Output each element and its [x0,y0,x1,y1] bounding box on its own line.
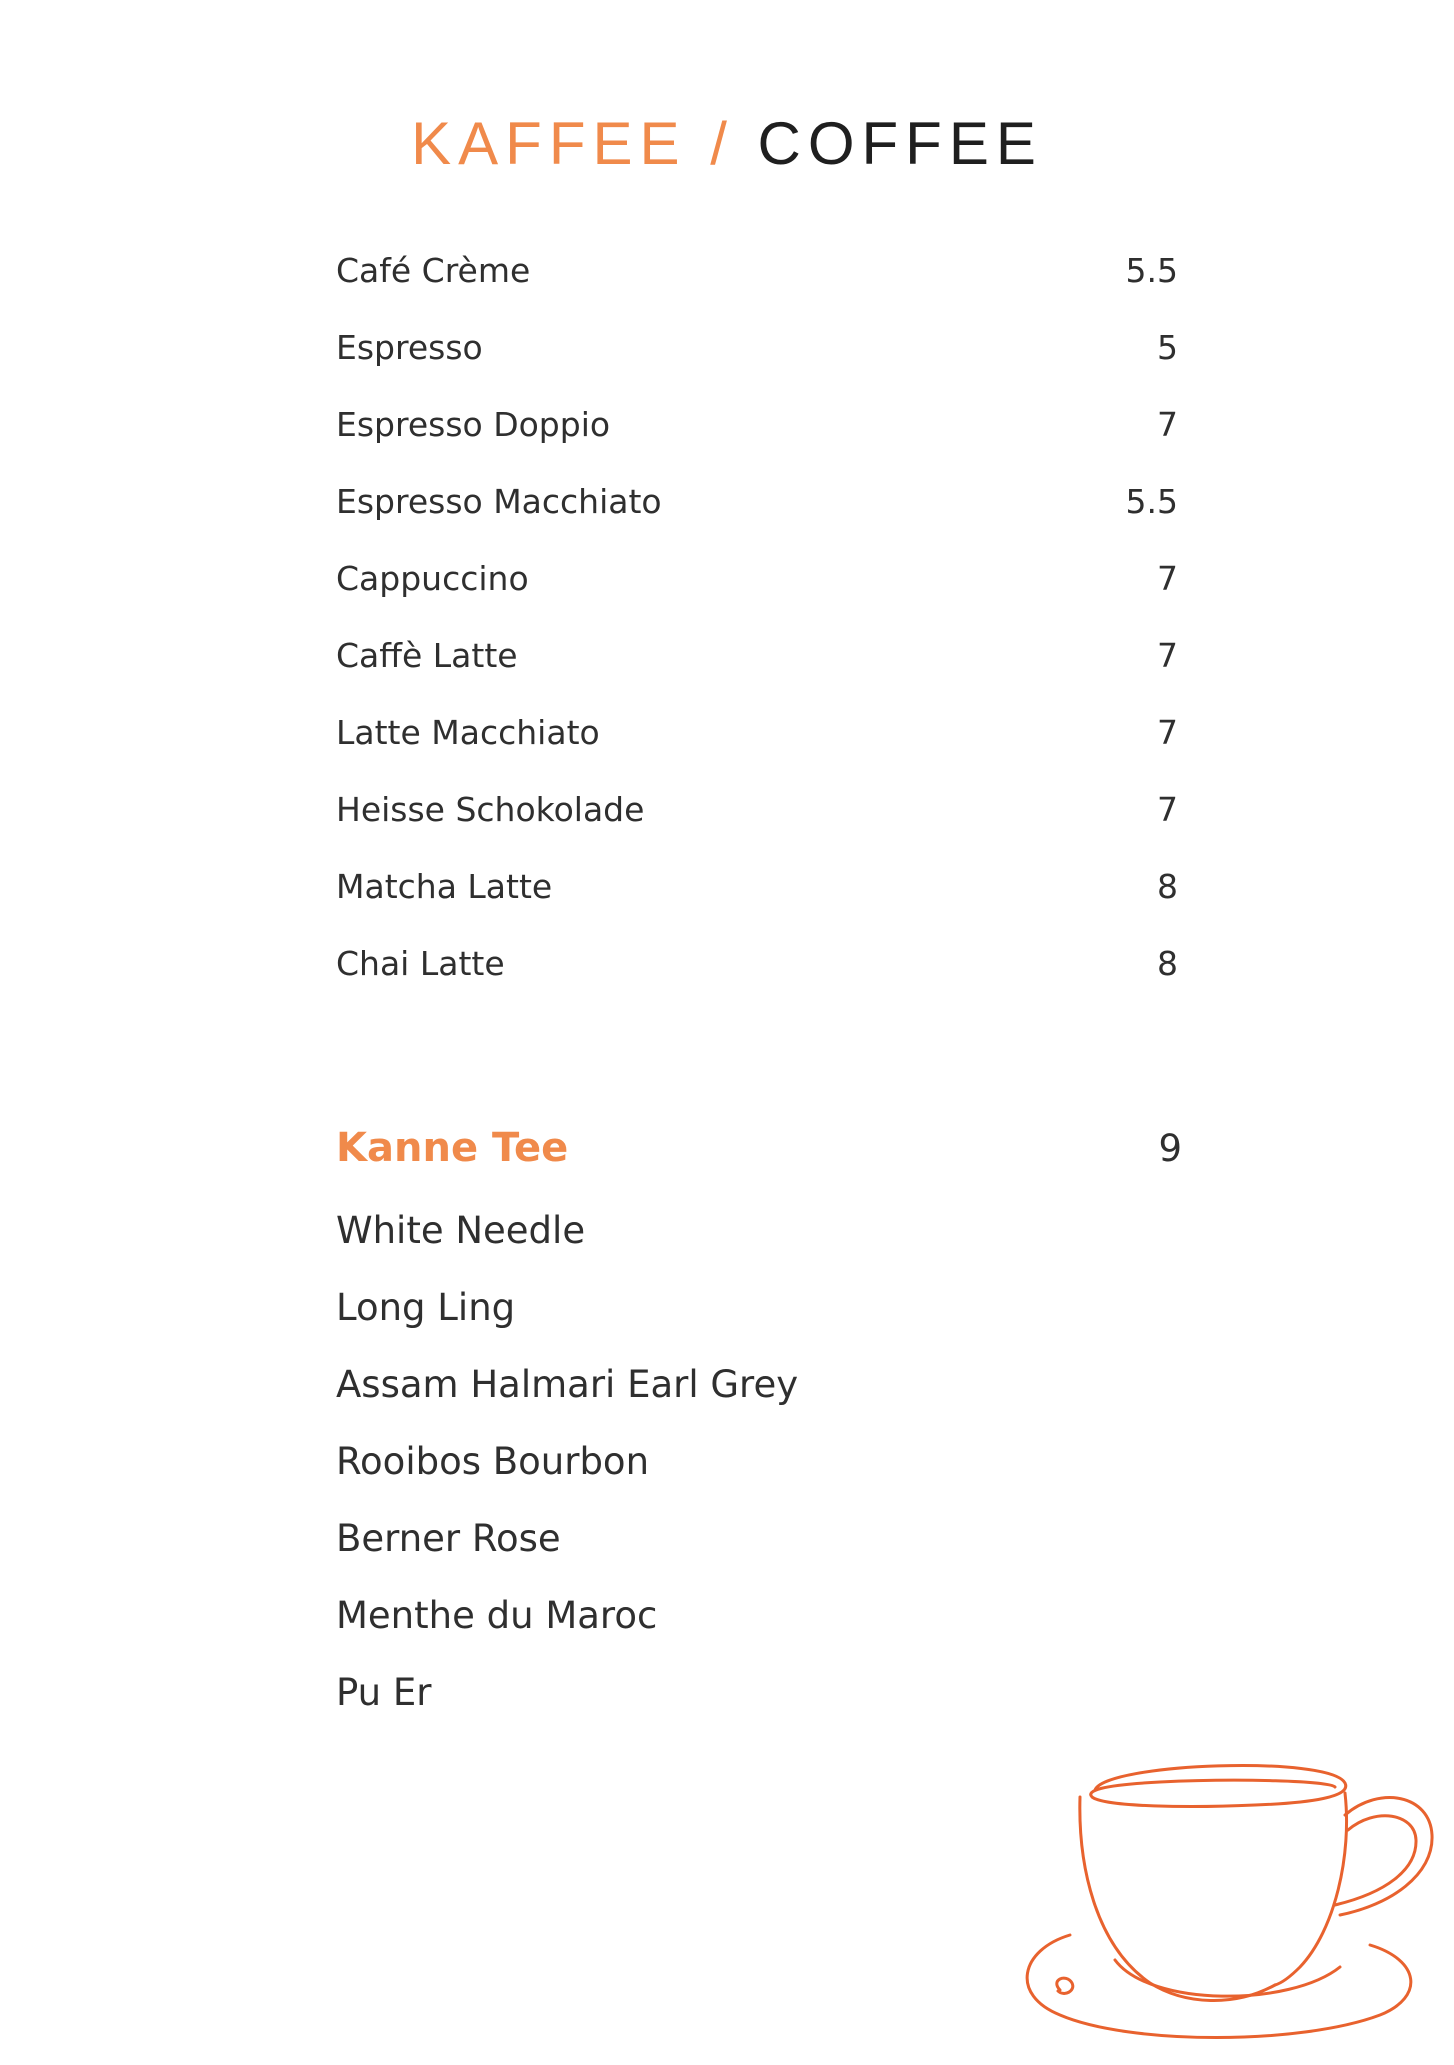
menu-item-price: 5.5 [1125,482,1178,521]
tea-section-price: 9 [1158,1126,1182,1170]
menu-item-name: Heisse Schokolade [336,790,645,829]
menu-item-price: 5 [1157,328,1178,367]
menu-item-name: Café Crème [336,251,531,290]
tea-section-header [336,1118,1182,1178]
tea-item: White Needle [336,1209,586,1252]
coffee-menu-list [336,232,1178,1002]
tea-item: Pu Er [336,1671,432,1714]
tea-section-title: Kanne Tee [336,1125,569,1171]
tea-item: Rooibos Bourbon [336,1440,650,1483]
menu-item [336,694,1178,771]
page-title [0,108,1454,180]
menu-item-name: Espresso [336,328,483,367]
tea-item: Assam Halmari Earl Grey [336,1363,799,1406]
menu-item-price: 7 [1157,559,1178,598]
menu-item [336,925,1178,1002]
menu-item [336,617,1178,694]
menu-item [336,771,1178,848]
tea-item: Long Ling [336,1286,516,1329]
menu-item [336,386,1178,463]
menu-item [336,309,1178,386]
menu-item [336,232,1178,309]
menu-item-name: Latte Macchiato [336,713,600,752]
menu-item-name: Caffè Latte [336,636,518,675]
menu-item-price: 7 [1157,790,1178,829]
menu-item-price: 7 [1157,636,1178,675]
menu-item-name: Cappuccino [336,559,529,598]
coffee-cup-icon [1000,1745,1454,2065]
menu-item-name: Espresso Macchiato [336,482,662,521]
menu-item [336,540,1178,617]
menu-item-name: Matcha Latte [336,867,553,906]
menu-item [336,463,1178,540]
tea-item: Berner Rose [336,1517,561,1560]
menu-item-price: 5.5 [1125,251,1178,290]
tea-menu-list [336,1192,1182,1731]
title-german: KAFFEE [411,110,687,177]
menu-item-name: Espresso Doppio [336,405,611,444]
menu-item-name: Chai Latte [336,944,505,983]
menu-item [336,848,1178,925]
menu-item-price: 7 [1157,405,1178,444]
menu-item-price: 7 [1157,713,1178,752]
menu-item-price: 8 [1157,944,1178,983]
tea-item: Menthe du Maroc [336,1594,658,1637]
title-separator: / [710,110,734,177]
title-english: COFFEE [757,110,1043,177]
menu-item-price: 8 [1157,867,1178,906]
